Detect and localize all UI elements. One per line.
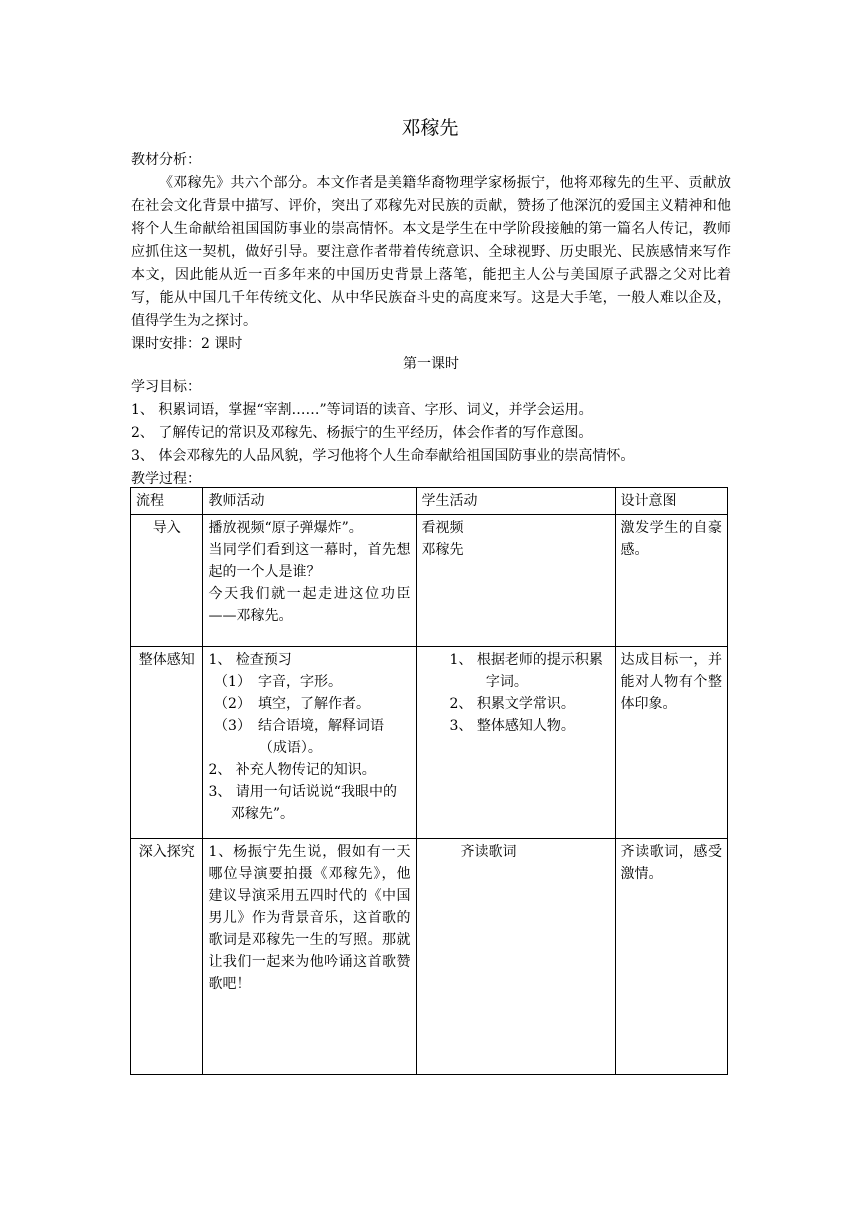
student-line: 邓稼先: [421, 542, 464, 558]
header-cell: 教师活动: [203, 488, 416, 515]
teacher-line: 当同学们看到这一幕时，首先想起的一个人是谁？: [208, 542, 411, 580]
student-cell: [416, 839, 615, 1075]
student-cell: [416, 515, 615, 647]
table-row: [131, 647, 728, 839]
analysis-heading: 教材分析：: [131, 152, 201, 168]
student-cell: [416, 647, 615, 839]
teacher-line: 2、 补充人物传记的知识。: [208, 762, 376, 778]
intent-cell: 激发学生的自豪感。: [615, 515, 728, 647]
table-header-row: [131, 488, 728, 515]
teacher-line: 今天我们就一起走进这位功臣——邓稼先。: [208, 586, 411, 624]
student-line: 看视频: [421, 520, 464, 536]
page-title: 邓稼先: [401, 117, 459, 139]
goal-item: 3、 体会邓稼先的人品风貌，学习他将个人生命奉献给祖国国防事业的崇高情怀。: [131, 448, 635, 464]
stage-cell: 整体感知: [131, 647, 203, 839]
stage-cell: 导入: [131, 515, 203, 647]
teacher-line: 播放视频“原子弹爆炸”。: [208, 520, 363, 536]
header-cell: 学生活动: [416, 488, 615, 515]
stage-cell: 深入探究: [131, 839, 203, 1075]
goal-item: 1、 积累词语，掌握“宰割……”等词语的读音、字形、词义，并学会运用。: [131, 402, 593, 418]
goals-heading: 学习目标：: [131, 379, 201, 395]
intent-cell: 达成目标一，并能对人物有个整体印象。: [615, 647, 728, 839]
teacher-line: （1） 字音，字形。: [214, 674, 342, 690]
analysis-section: [131, 149, 731, 356]
intent-cell: 齐读歌词，感受激情。: [615, 839, 728, 1075]
teacher-cell: [203, 647, 416, 839]
student-line: 1、 根据老师的提示积累字词。: [449, 652, 603, 690]
header-cell: 流程: [131, 488, 203, 515]
lesson-title: 第一课时: [403, 356, 459, 372]
schedule-text: 课时安排：2 课时: [131, 336, 243, 352]
header-cell: 设计意图: [615, 488, 728, 515]
teacher-cell: [203, 515, 416, 647]
teacher-line: 3、 请用一句话说说“我眼中的邓稼先”。: [208, 784, 397, 822]
student-line: 2、 积累文学常识。: [449, 696, 575, 712]
student-line: 齐读歌词: [460, 844, 517, 860]
teacher-line: （3） 结合语境，解释词语（成语）。: [214, 718, 384, 756]
lesson-plan-table: [130, 487, 728, 1075]
goal-item: 2、 了解传记的常识及邓稼先、杨振宁的生平经历，体会作者的写作意图。: [131, 425, 593, 441]
teacher-cell: 1、杨振宁先生说，假如有一天哪位导演要拍摄《邓稼先》，他建议导演采用五四时代的《中国男儿》作为背景音乐，这首歌的歌词是邓稼先一生的写照。那就让我们一起来为他吟诵这首歌赞歌吧！: [203, 839, 416, 1075]
table-row: [131, 515, 728, 647]
teacher-line: （2） 填空，了解作者。: [214, 696, 370, 712]
teacher-line: 1、 检查预习: [208, 652, 292, 668]
analysis-body: 《邓稼先》共六个部分。本文作者是美籍华裔物理学家杨振宁，他将邓稼先的生平、贡献放在社会文化背景中描写、评价，突出了邓稼先对民族的贡献，赞扬了他深沉的爱国主义精神和他将个人生命献给祖国国防事业的崇高情怀。本文是学生在中学阶段接触的第一篇名人传记，教师应抓住这一契机，做好引导。要注意作者带着传统意识、全球视野、历史眼光、民族感情来写作本文，因此能从近一百多年来的中国历史背景上落笔，能把主人公与美国原子武器之父对比着写，能从中国几千年传统文化、从中华民族奋斗史的高度来写。这是大手笔，一般人难以企及，值得学生为之探讨。: [131, 175, 731, 329]
student-line: 3、 整体感知人物。: [449, 718, 575, 734]
goals-section: [131, 376, 731, 491]
table-row: [131, 839, 728, 1075]
process-heading: 教学过程：: [131, 471, 201, 487]
